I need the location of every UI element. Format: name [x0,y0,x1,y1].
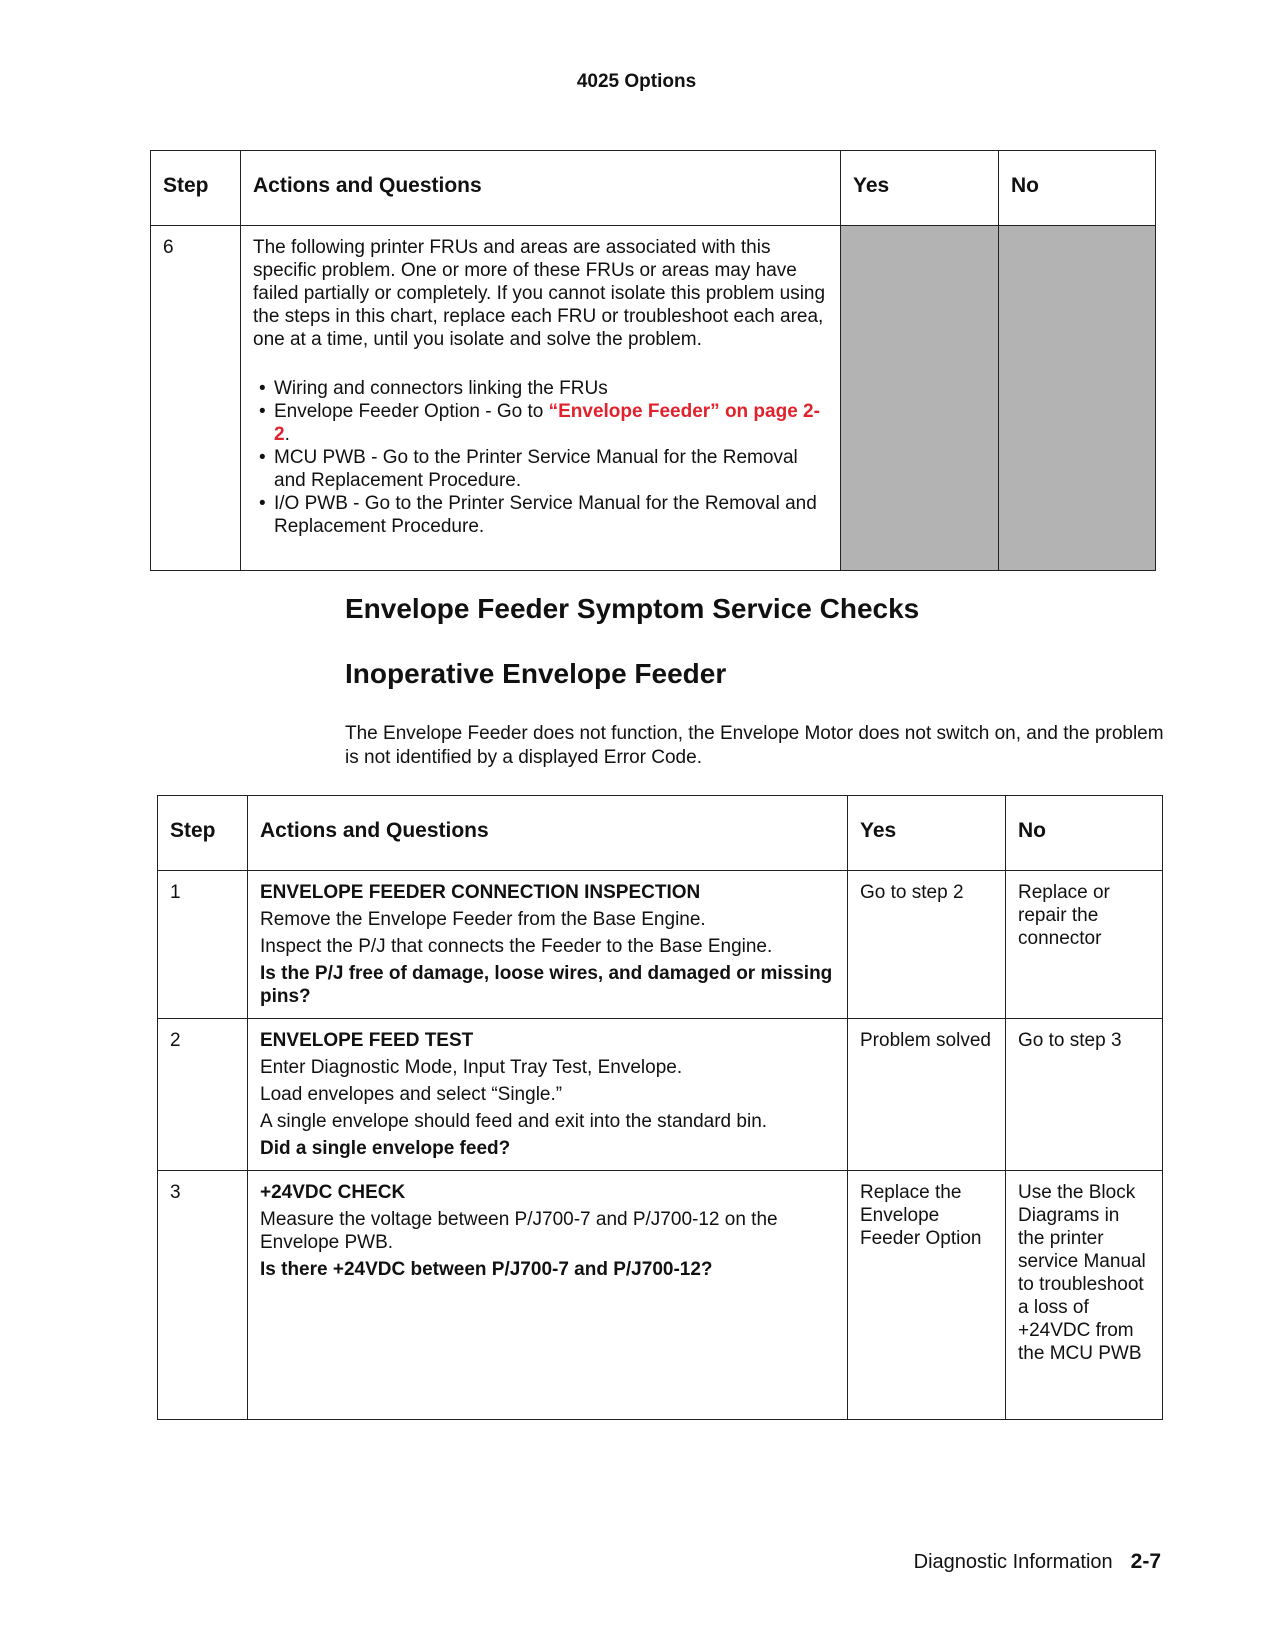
actions-cell [248,871,848,1019]
no-cell: Replace or repair the connector [1006,871,1163,1019]
yes-cell-shaded [841,226,999,571]
yes-cell: Replace the Envelope Feeder Option [848,1171,1006,1420]
action-line: A single envelope should feed and exit into the standard bin. [260,1111,768,1132]
no-cell: Go to step 3 [1006,1019,1163,1171]
list-item: • Wiring and connectors linking the FRUs [253,377,828,400]
no-cell: Use the Block Diagrams in the printer service Manual to troubleshoot a loss of +24VDC from the MCU PWB [1006,1171,1163,1420]
question: Is the P/J free of damage, loose wires, and damaged or missing pins? [260,963,833,1007]
running-head: 4025 Options [576,71,697,92]
header-actions: Actions and Questions [241,151,841,226]
no-cell-shaded [999,226,1156,571]
check-title: ENVELOPE FEED TEST [260,1030,474,1051]
header-no: No [999,151,1156,226]
action-line: Enter Diagnostic Mode, Input Tray Test, Envelope. [260,1057,683,1078]
check-title: ENVELOPE FEEDER CONNECTION INSPECTION [260,882,701,903]
envelope-feeder-link[interactable]: “Envelope Feeder” on page 2-2 [274,401,820,445]
action-line: Remove the Envelope Feeder from the Base Engine. [260,909,706,930]
diagnostic-table-inoperative-envelope-feeder [157,795,1163,1420]
table-row [158,1019,1163,1171]
action-line: Inspect the P/J that connects the Feeder to the Base Engine. [260,936,773,957]
diagnostic-table-step-6 [150,150,1156,571]
step-cell: 2 [158,1019,248,1171]
header-actions: Actions and Questions [248,796,848,871]
check-title: +24VDC CHECK [260,1182,406,1203]
table-row [151,226,1156,571]
intro-paragraph: The Envelope Feeder does not function, the Envelope Motor does not switch on, and the problem is not identified by a displayed Error Code. [345,723,1164,768]
action-line: Measure the voltage between P/J700-7 and P/J700-12 on the Envelope PWB. [260,1209,778,1253]
section-title: Envelope Feeder Symptom Service Checks [345,593,920,624]
step-cell: 1 [158,871,248,1019]
page-footer [914,1550,1161,1574]
table-row [158,871,1163,1019]
actions-cell [248,1171,848,1420]
list-item: • MCU PWB - Go to the Printer Service Manual for the Removal and Replacement Procedure. [253,446,828,492]
fru-list [253,377,828,538]
footer-label: Diagnostic Information [913,1551,1113,1573]
yes-cell: Problem solved [848,1019,1006,1171]
header-yes: Yes [841,151,999,226]
header-yes: Yes [848,796,1006,871]
list-item: • Envelope Feeder Option - Go to “Envelope Feeder” on page 2-2. [253,400,828,446]
table-row [158,1171,1163,1420]
actions-cell [248,1019,848,1171]
action-line: Load envelopes and select “Single.” [260,1084,563,1105]
fru-paragraph: The following printer FRUs and areas are associated with this specific problem. One or more of these FRUs or areas may have failed partially or completely. If you cannot isolate this problem using the steps in this chart, replace each FRU or troubleshoot each area, one at a time, until you isolate and solve the problem. [253,237,826,350]
list-item: • I/O PWB - Go to the Printer Service Manual for the Removal and Replacement Procedure. [253,492,828,538]
question: Did a single envelope feed? [260,1138,511,1159]
step-cell: 3 [158,1171,248,1420]
table-header-row [151,151,1156,226]
actions-cell [241,226,841,571]
table-header-row [158,796,1163,871]
question: Is there +24VDC between P/J700-7 and P/J700-12? [260,1259,713,1280]
yes-cell: Go to step 2 [848,871,1006,1019]
step-cell: 6 [151,226,241,571]
page-number: 2-7 [1130,1550,1161,1573]
header-step: Step [151,151,241,226]
header-no: No [1006,796,1163,871]
subsection-title: Inoperative Envelope Feeder [345,658,727,689]
header-step: Step [158,796,248,871]
